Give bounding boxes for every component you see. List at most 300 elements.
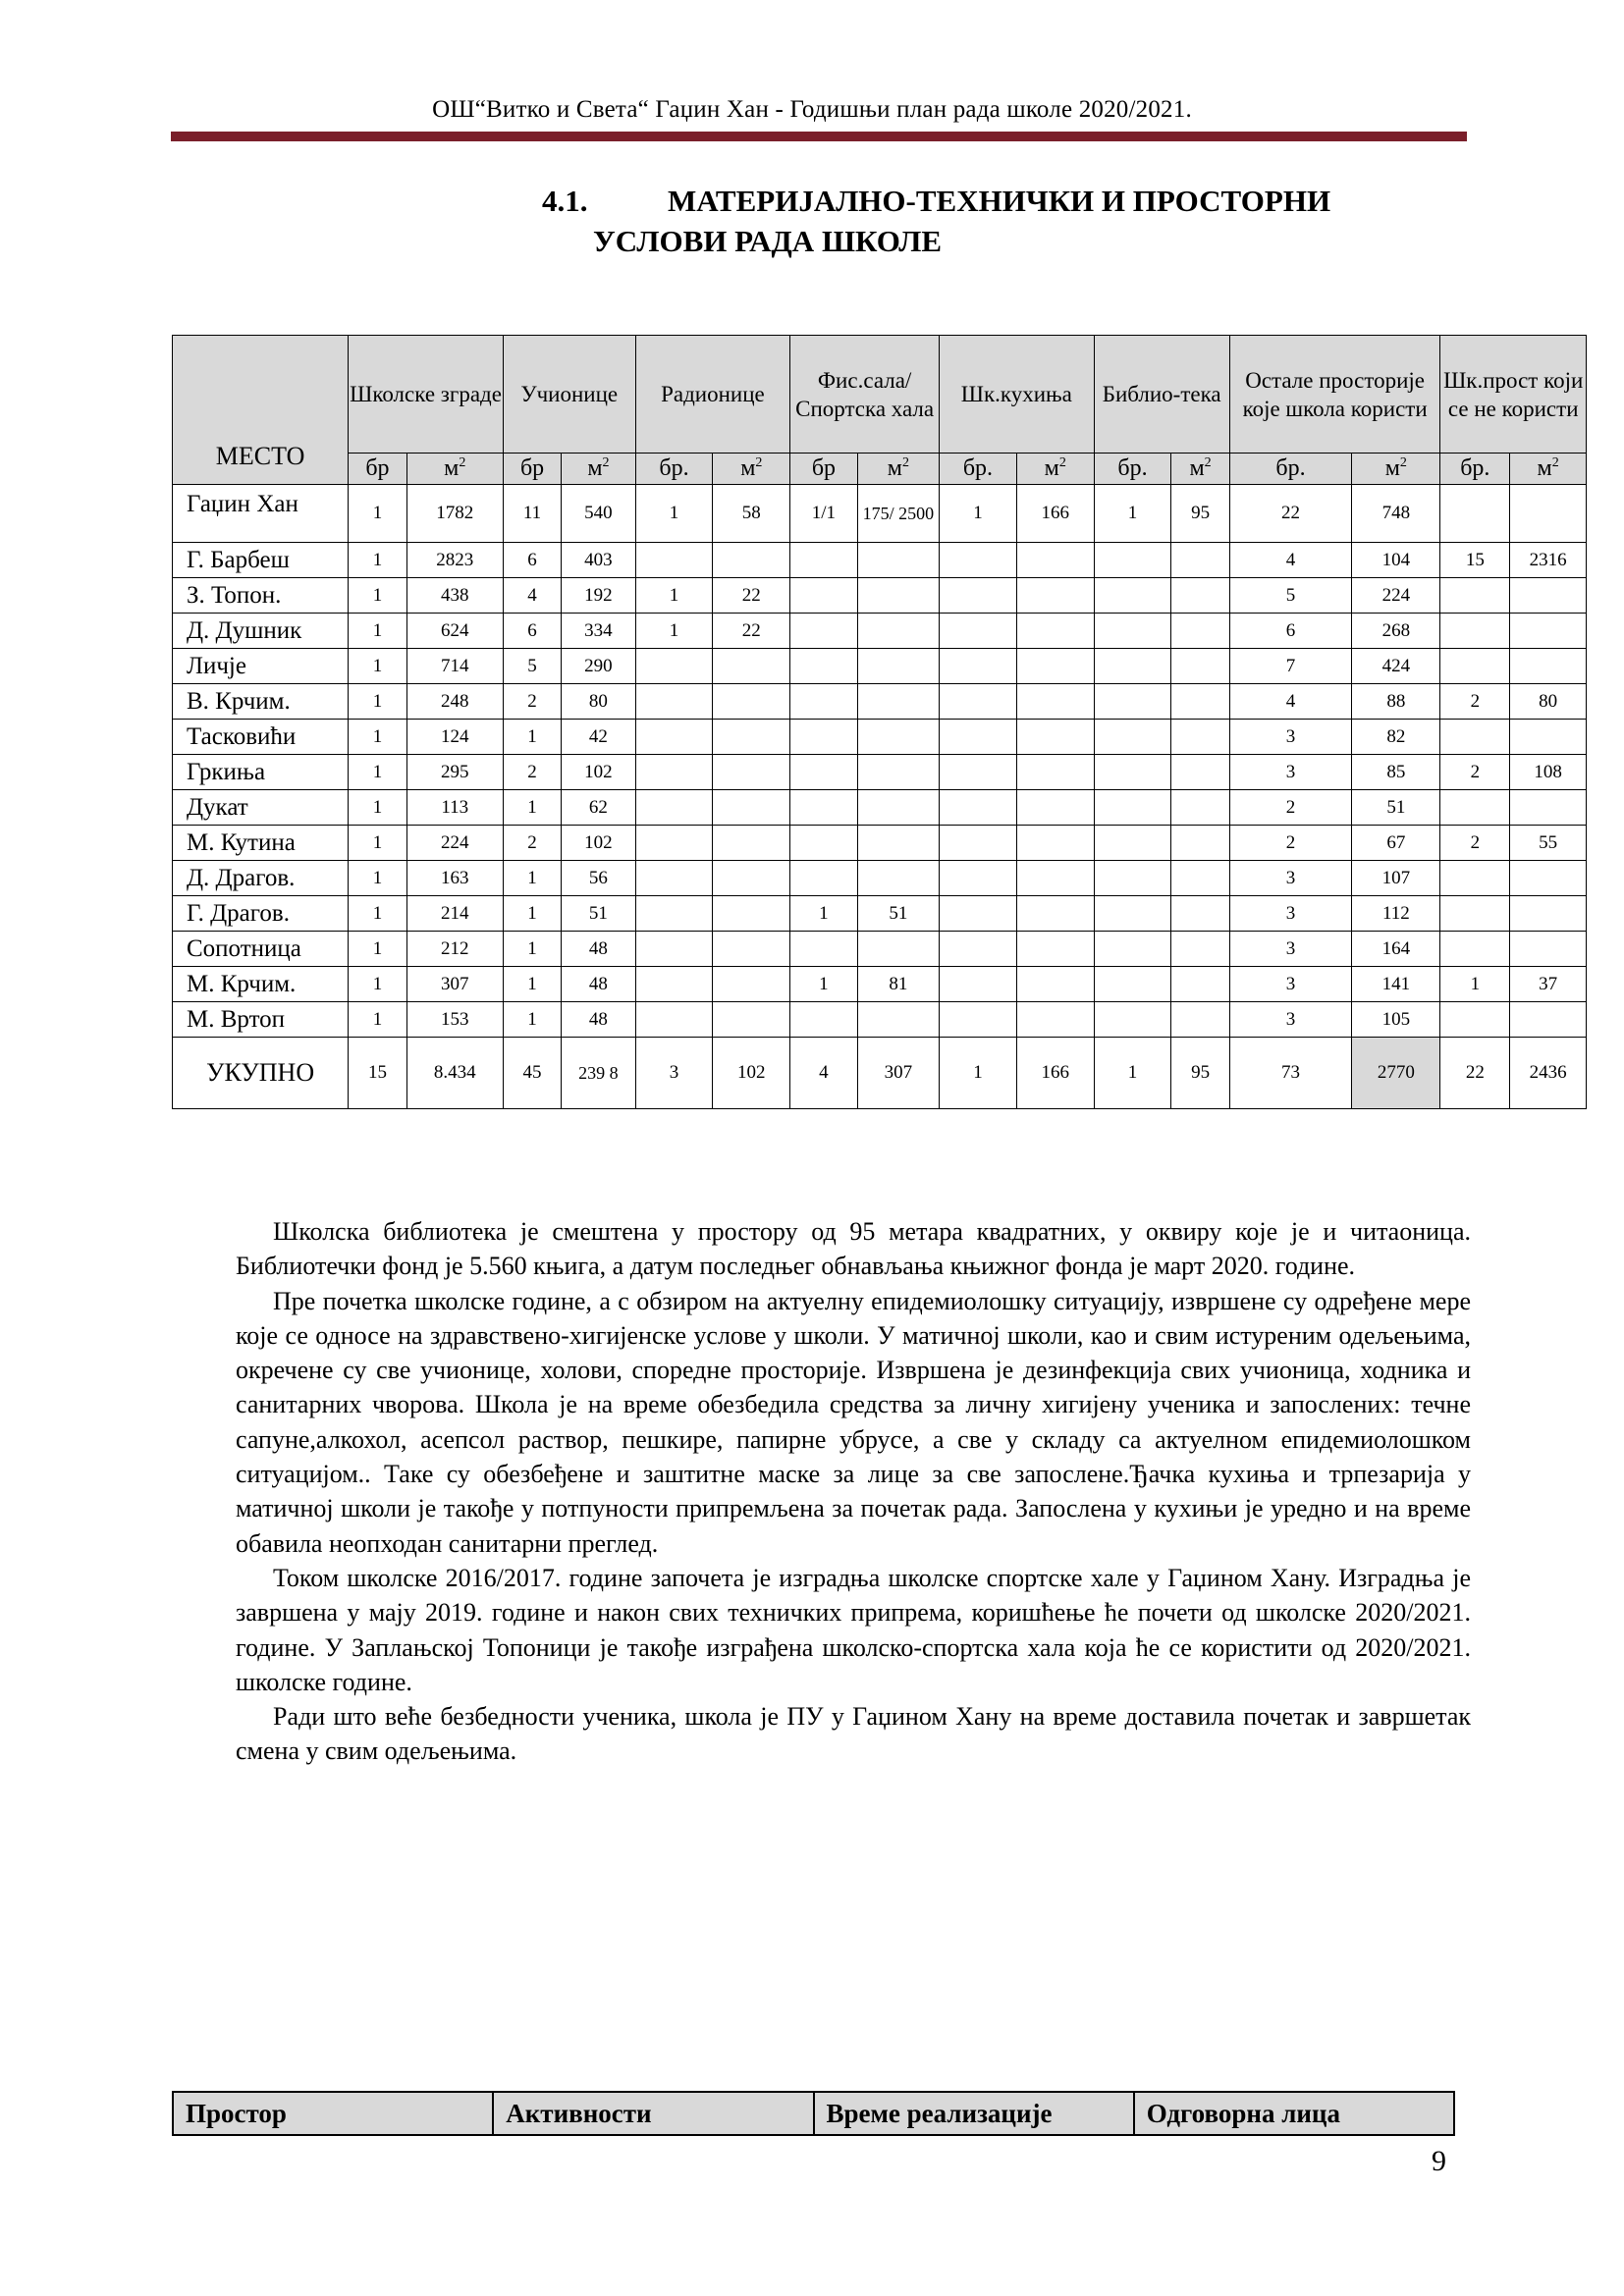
value-cell: 141 (1352, 967, 1440, 1002)
value-cell: 37 (1510, 967, 1587, 1002)
value-cell (1510, 720, 1587, 755)
value-cell (857, 649, 939, 684)
table-row (173, 790, 1587, 826)
place-cell: Г. Барбеш (173, 543, 349, 578)
value-cell (940, 649, 1017, 684)
value-cell (1016, 614, 1094, 649)
value-cell (857, 578, 939, 614)
place-cell: М. Кутина (173, 826, 349, 861)
value-cell (940, 720, 1017, 755)
value-cell: 95 (1171, 1038, 1229, 1109)
unit-header: бр (503, 454, 561, 485)
value-cell (857, 543, 939, 578)
value-cell: 1 (503, 896, 561, 932)
value-cell (1440, 614, 1510, 649)
value-cell (635, 649, 713, 684)
value-cell (1016, 578, 1094, 614)
header-responsible: Одговорна лица (1134, 2092, 1454, 2135)
value-cell (713, 896, 790, 932)
value-cell (635, 543, 713, 578)
value-cell: 424 (1352, 649, 1440, 684)
value-cell (1094, 932, 1171, 967)
header-space: Простор (173, 2092, 493, 2135)
place-cell: Сопотница (173, 932, 349, 967)
value-cell (1016, 720, 1094, 755)
value-cell (940, 861, 1017, 896)
value-cell: 2316 (1510, 543, 1587, 578)
place-cell: Личје (173, 649, 349, 684)
value-cell: 2 (1229, 790, 1351, 826)
paragraph: Током школске 2016/2017. године започета је изградња школске спортске хале у Гаџином Хану. Изградња је завршена у мају 2019. године и након свих техничких припрема, коришћење ће почети од школске 2020/2021. године. У Заплањској Топоници је такође изграђена школско-спортска хала која ће се користити од 2020/2021. школске године. (236, 1563, 1471, 1696)
header-activities: Активности (493, 2092, 813, 2135)
value-cell: 3 (1229, 861, 1351, 896)
paragraph: Школска библиотека је смештена у простору од 95 метара квадратних, у оквиру које је и читаоница. Библиотечки фонд је 5.560 књига, а датум последњег обнављања књижног фонда је март 2020. године. (236, 1217, 1471, 1281)
table-row (173, 485, 1587, 543)
value-cell (790, 826, 858, 861)
value-cell (713, 543, 790, 578)
value-cell: 56 (562, 861, 635, 896)
total-row (173, 1038, 1587, 1109)
value-cell: 224 (1352, 578, 1440, 614)
value-cell (1171, 543, 1229, 578)
value-cell: 2 (1229, 826, 1351, 861)
value-cell (1510, 1002, 1587, 1038)
value-cell: 624 (406, 614, 503, 649)
body-text (236, 1214, 1471, 1769)
value-cell (1094, 896, 1171, 932)
value-cell: 48 (562, 967, 635, 1002)
value-cell: 1 (349, 614, 406, 649)
value-cell (1440, 649, 1510, 684)
value-cell (1094, 1002, 1171, 1038)
value-cell (1171, 720, 1229, 755)
value-cell (1440, 485, 1510, 543)
value-cell: 51 (562, 896, 635, 932)
value-cell: 15 (349, 1038, 406, 1109)
value-cell: 295 (406, 755, 503, 790)
value-cell (635, 861, 713, 896)
value-cell: 1 (503, 932, 561, 967)
unit-header: бр (790, 454, 858, 485)
value-cell (1510, 861, 1587, 896)
value-cell: 48 (562, 932, 635, 967)
value-cell (1094, 684, 1171, 720)
unit-header: $м^2$ (1016, 454, 1094, 485)
value-cell (940, 543, 1017, 578)
value-cell (940, 932, 1017, 967)
value-cell (1171, 861, 1229, 896)
section-title (542, 181, 1330, 261)
unit-header: бр. (635, 454, 713, 485)
value-cell: 62 (562, 790, 635, 826)
value-cell (940, 967, 1017, 1002)
header-group: Библио-тека (1094, 336, 1229, 454)
value-cell (857, 826, 939, 861)
value-cell (1094, 826, 1171, 861)
value-cell: 55 (1510, 826, 1587, 861)
table-row (173, 614, 1587, 649)
value-cell: 1 (635, 578, 713, 614)
value-cell: 108 (1510, 755, 1587, 790)
value-cell (635, 1002, 713, 1038)
value-cell: 5 (503, 649, 561, 684)
value-cell: 438 (406, 578, 503, 614)
page-header: ОШ“Витко и Света“ Гаџин Хан - Годишњи план рада школе 2020/2021. (432, 96, 1192, 123)
facilities-table (172, 335, 1587, 1109)
value-cell: 1 (349, 790, 406, 826)
value-cell: 212 (406, 932, 503, 967)
value-cell: 166 (1016, 1038, 1094, 1109)
value-cell (713, 755, 790, 790)
place-cell: Гаџин Хан (173, 485, 349, 543)
value-cell: 1 (349, 1002, 406, 1038)
value-cell: 5 (1229, 578, 1351, 614)
value-cell: 42 (562, 720, 635, 755)
table-row (173, 755, 1587, 790)
value-cell (1171, 967, 1229, 1002)
value-cell (790, 932, 858, 967)
value-cell (713, 684, 790, 720)
value-cell (635, 790, 713, 826)
value-cell (857, 614, 939, 649)
header-time: Време реализације (814, 2092, 1134, 2135)
place-cell: Д. Душник (173, 614, 349, 649)
value-cell (790, 861, 858, 896)
value-cell (1094, 861, 1171, 896)
value-cell (857, 1002, 939, 1038)
value-cell: 1 (790, 967, 858, 1002)
place-cell: М. Крчим. (173, 967, 349, 1002)
value-cell (1016, 896, 1094, 932)
value-cell: 1 (349, 826, 406, 861)
value-cell (1510, 790, 1587, 826)
value-cell: 307 (857, 1038, 939, 1109)
value-cell: 3 (1229, 720, 1351, 755)
value-cell (713, 826, 790, 861)
value-cell (1094, 578, 1171, 614)
value-cell: 3 (1229, 932, 1351, 967)
section-title-line2: УСЛОВИ РАДА ШКОЛЕ (593, 224, 943, 258)
value-cell: 104 (1352, 543, 1440, 578)
value-cell (635, 720, 713, 755)
unit-header: бр. (940, 454, 1017, 485)
value-cell (940, 755, 1017, 790)
table-row (173, 861, 1587, 896)
value-cell (1171, 684, 1229, 720)
value-cell (940, 1002, 1017, 1038)
value-cell: 1 (349, 861, 406, 896)
value-cell: 164 (1352, 932, 1440, 967)
value-cell: 2 (1440, 826, 1510, 861)
paragraph: Ради што веће безбедности ученика, школа је ПУ у Гаџином Хану на време доставила почетак и завршетак смена у свим одељењима. (236, 1702, 1471, 1766)
table-row (173, 649, 1587, 684)
value-cell (713, 967, 790, 1002)
section-number: 4.1. (542, 184, 588, 218)
value-cell: 3 (635, 1038, 713, 1109)
value-cell: 166 (1016, 485, 1094, 543)
value-cell: 6 (503, 614, 561, 649)
unit-header: бр. (1229, 454, 1351, 485)
value-cell: 1 (503, 720, 561, 755)
value-cell (1171, 896, 1229, 932)
table-row (173, 896, 1587, 932)
value-cell (1016, 1002, 1094, 1038)
value-cell: 175/ 2500 (857, 485, 939, 543)
value-cell: 73 (1229, 1038, 1351, 1109)
table-row (173, 578, 1587, 614)
header-group: Шк.кухиња (940, 336, 1095, 454)
value-cell: 81 (857, 967, 939, 1002)
value-cell (1510, 485, 1587, 543)
value-cell (1440, 932, 1510, 967)
value-cell (1510, 649, 1587, 684)
value-cell: 239 8 (562, 1038, 635, 1109)
value-cell: 2 (1440, 684, 1510, 720)
value-cell: 4 (1229, 543, 1351, 578)
value-cell (1016, 932, 1094, 967)
value-cell: 2 (1440, 755, 1510, 790)
table-row (173, 684, 1587, 720)
value-cell: 1 (635, 485, 713, 543)
value-cell (857, 932, 939, 967)
section-title-line1: МАТЕРИЈАЛНО-ТЕХНИЧКИ И ПРОСТОРНИ (668, 184, 1331, 218)
value-cell: 1 (349, 932, 406, 967)
value-cell (857, 684, 939, 720)
value-cell: 3 (1229, 967, 1351, 1002)
value-cell: 88 (1352, 684, 1440, 720)
value-cell: 334 (562, 614, 635, 649)
value-cell: 2 (503, 755, 561, 790)
value-cell: 1 (503, 967, 561, 1002)
value-cell: 95 (1171, 485, 1229, 543)
value-cell (940, 578, 1017, 614)
value-cell: 268 (1352, 614, 1440, 649)
value-cell (940, 614, 1017, 649)
value-cell: 1 (635, 614, 713, 649)
place-cell: Гркиња (173, 755, 349, 790)
value-cell: 1 (349, 755, 406, 790)
activities-table-header (172, 2091, 1455, 2136)
value-cell (790, 720, 858, 755)
value-cell (713, 790, 790, 826)
value-cell (857, 755, 939, 790)
value-cell: 1 (503, 861, 561, 896)
value-cell (940, 896, 1017, 932)
value-cell: 714 (406, 649, 503, 684)
header-rule (171, 132, 1467, 141)
value-cell (1171, 790, 1229, 826)
value-cell (1094, 790, 1171, 826)
value-cell (1440, 578, 1510, 614)
value-cell: 22 (713, 614, 790, 649)
value-cell: 1 (349, 578, 406, 614)
value-cell (1016, 790, 1094, 826)
place-cell: Дукат (173, 790, 349, 826)
value-cell (1440, 790, 1510, 826)
unit-header: $м^2$ (406, 454, 503, 485)
value-cell (790, 649, 858, 684)
header-group: Остале просторије које школа користи (1229, 336, 1440, 454)
value-cell (1094, 967, 1171, 1002)
value-cell (713, 861, 790, 896)
page-number: 9 (1432, 2145, 1446, 2177)
value-cell (857, 790, 939, 826)
value-cell: 1 (1094, 485, 1171, 543)
value-cell: 4 (790, 1038, 858, 1109)
value-cell: 22 (1229, 485, 1351, 543)
value-cell: 2 (503, 684, 561, 720)
value-cell: 7 (1229, 649, 1351, 684)
value-cell: 1 (349, 720, 406, 755)
value-cell: 58 (713, 485, 790, 543)
value-cell: 11 (503, 485, 561, 543)
table-row (173, 720, 1587, 755)
value-cell (1510, 578, 1587, 614)
value-cell: 224 (406, 826, 503, 861)
value-cell (635, 684, 713, 720)
value-cell (857, 861, 939, 896)
place-cell: УКУПНО (173, 1038, 349, 1109)
value-cell: 1 (349, 967, 406, 1002)
value-cell (1016, 543, 1094, 578)
unit-header: $м^2$ (1352, 454, 1440, 485)
value-cell: 107 (1352, 861, 1440, 896)
value-cell (1171, 755, 1229, 790)
unit-header: $м^2$ (713, 454, 790, 485)
value-cell (713, 649, 790, 684)
value-cell: 102 (562, 826, 635, 861)
value-cell: 1/1 (790, 485, 858, 543)
value-cell: 15 (1440, 543, 1510, 578)
place-cell: Тасковићи (173, 720, 349, 755)
unit-header: бр. (1094, 454, 1171, 485)
value-cell (940, 826, 1017, 861)
value-cell (635, 826, 713, 861)
value-cell (1094, 614, 1171, 649)
value-cell (940, 684, 1017, 720)
header-group: Радионице (635, 336, 790, 454)
value-cell (790, 790, 858, 826)
value-cell: 1 (349, 896, 406, 932)
value-cell: 1 (503, 1002, 561, 1038)
value-cell: 67 (1352, 826, 1440, 861)
value-cell: 4 (1229, 684, 1351, 720)
value-cell (635, 755, 713, 790)
value-cell (713, 932, 790, 967)
value-cell (790, 614, 858, 649)
value-cell: 214 (406, 896, 503, 932)
place-cell: Д. Драгов. (173, 861, 349, 896)
value-cell (635, 967, 713, 1002)
value-cell (713, 1002, 790, 1038)
value-cell (1016, 967, 1094, 1002)
value-cell: 85 (1352, 755, 1440, 790)
value-cell: 307 (406, 967, 503, 1002)
value-cell: 748 (1352, 485, 1440, 543)
value-cell (790, 1002, 858, 1038)
table-row (173, 826, 1587, 861)
value-cell: 22 (1440, 1038, 1510, 1109)
place-cell: Г. Драгов. (173, 896, 349, 932)
value-cell (1094, 755, 1171, 790)
value-cell (790, 578, 858, 614)
table-row (173, 543, 1587, 578)
value-cell: 4 (503, 578, 561, 614)
place-cell: В. Крчим. (173, 684, 349, 720)
unit-header: бр (349, 454, 406, 485)
value-cell: 540 (562, 485, 635, 543)
header-group: Шк.прост који се не користи (1440, 336, 1587, 454)
value-cell: 51 (1352, 790, 1440, 826)
value-cell: 1 (349, 649, 406, 684)
value-cell (1094, 649, 1171, 684)
value-cell (940, 790, 1017, 826)
value-cell (790, 543, 858, 578)
value-cell: 113 (406, 790, 503, 826)
value-cell (1171, 1002, 1229, 1038)
value-cell: 1 (1094, 1038, 1171, 1109)
value-cell (1171, 578, 1229, 614)
value-cell (1016, 861, 1094, 896)
value-cell: 2770 (1352, 1038, 1440, 1109)
value-cell: 8.434 (406, 1038, 503, 1109)
value-cell (1016, 755, 1094, 790)
value-cell: 102 (562, 755, 635, 790)
value-cell: 80 (562, 684, 635, 720)
value-cell: 1 (349, 485, 406, 543)
value-cell (1171, 614, 1229, 649)
value-cell (1510, 896, 1587, 932)
value-cell: 105 (1352, 1002, 1440, 1038)
value-cell: 1 (790, 896, 858, 932)
value-cell (1094, 720, 1171, 755)
header-group: Учионице (503, 336, 635, 454)
value-cell: 3 (1229, 1002, 1351, 1038)
table-row (173, 1002, 1587, 1038)
value-cell: 1 (349, 543, 406, 578)
value-cell (1171, 932, 1229, 967)
value-cell: 1 (1440, 967, 1510, 1002)
header-place: МЕСТО (173, 336, 349, 485)
value-cell: 6 (1229, 614, 1351, 649)
value-cell (1016, 649, 1094, 684)
value-cell: 3 (1229, 755, 1351, 790)
value-cell: 1782 (406, 485, 503, 543)
unit-header: $м^2$ (1171, 454, 1229, 485)
value-cell (635, 896, 713, 932)
value-cell (1440, 720, 1510, 755)
value-cell (635, 932, 713, 967)
value-cell: 82 (1352, 720, 1440, 755)
value-cell (1171, 826, 1229, 861)
unit-header: $м^2$ (857, 454, 939, 485)
value-cell (1510, 614, 1587, 649)
table-row (173, 932, 1587, 967)
value-cell: 48 (562, 1002, 635, 1038)
value-cell (857, 720, 939, 755)
value-cell: 22 (713, 578, 790, 614)
value-cell: 51 (857, 896, 939, 932)
value-cell (790, 755, 858, 790)
header-group: Школске зграде (349, 336, 504, 454)
value-cell (1440, 896, 1510, 932)
value-cell: 163 (406, 861, 503, 896)
table-row (173, 967, 1587, 1002)
value-cell: 1 (349, 684, 406, 720)
value-cell (1016, 684, 1094, 720)
place-cell: З. Топон. (173, 578, 349, 614)
value-cell (1440, 1002, 1510, 1038)
